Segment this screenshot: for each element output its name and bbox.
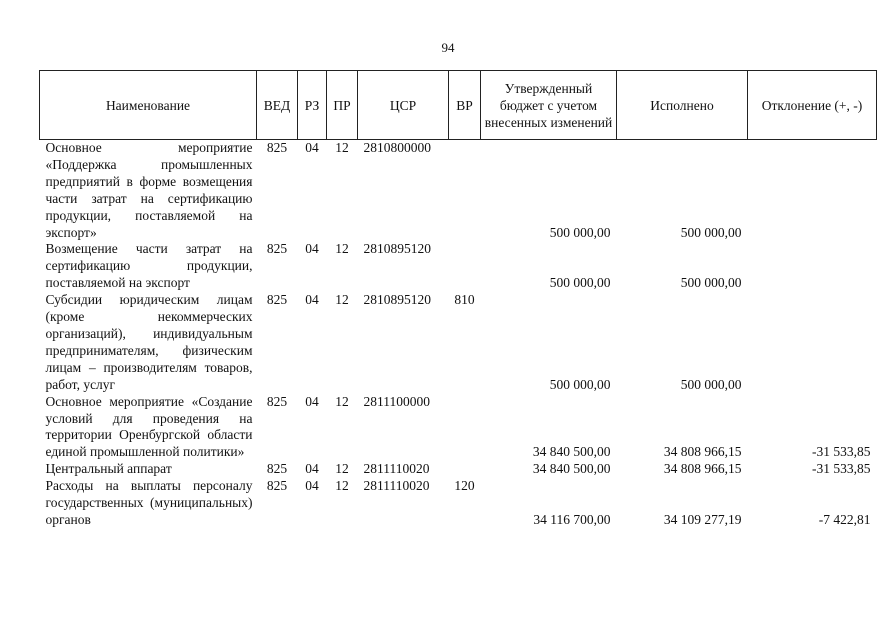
header-executed: Исполнено bbox=[617, 71, 748, 140]
table-row bbox=[40, 241, 877, 292]
header-csr: ЦСР bbox=[358, 71, 449, 140]
table-row bbox=[40, 292, 877, 393]
header-pr: ПР bbox=[327, 71, 358, 140]
row-executed: 500 000,00 bbox=[680, 275, 742, 291]
header-ved: ВЕД bbox=[257, 71, 298, 140]
row-approved: 34 116 700,00 bbox=[533, 511, 611, 527]
row-vr: 810 bbox=[454, 292, 475, 308]
row-deviation: -31 533,85 bbox=[812, 461, 871, 477]
row-pr: 12 bbox=[335, 140, 349, 155]
row-executed: 500 000,00 bbox=[680, 224, 742, 240]
row-executed: 34 808 966,15 bbox=[663, 444, 742, 460]
row-csr: 2810895120 bbox=[363, 241, 431, 257]
table-row bbox=[40, 478, 877, 529]
row-approved: 500 000,00 bbox=[549, 376, 611, 392]
row-vr: 120 bbox=[454, 478, 475, 494]
row-rz: 04 bbox=[305, 461, 319, 477]
row-name: Расходы на выплаты персоналу государственных (муниципальных) органов bbox=[45, 478, 253, 527]
row-deviation bbox=[748, 140, 877, 242]
row-ved: 825 bbox=[266, 241, 288, 257]
row-rz: 04 bbox=[305, 393, 319, 409]
row-approved: 500 000,00 bbox=[549, 224, 611, 240]
row-vr bbox=[449, 461, 481, 478]
row-name: Основное мероприятие «Создание условий для проведения на территории Оренбургской области единой промышленной политики» bbox=[45, 393, 253, 460]
row-rz: 04 bbox=[305, 292, 319, 308]
row-name: Основное мероприятие «Поддержка промышленных предприятий в форме возмещения части затрат на сертификацию продукции, поставляемой на экспорт» bbox=[45, 140, 253, 240]
row-ved: 825 bbox=[266, 393, 288, 409]
row-rz: 04 bbox=[305, 478, 319, 494]
row-csr: 2811100000 bbox=[363, 393, 430, 409]
row-csr: 2810895120 bbox=[363, 292, 431, 308]
row-pr: 12 bbox=[335, 461, 349, 477]
row-approved: 34 840 500,00 bbox=[532, 461, 611, 477]
row-vr bbox=[449, 241, 481, 292]
table-row bbox=[40, 140, 877, 242]
row-rz: 04 bbox=[305, 241, 319, 257]
row-name: Субсидии юридическим лицам (кроме некоммерческих организаций), индивидуальным предпринимателям, физическим лицам – производителям товаров, работ, услуг bbox=[45, 292, 253, 392]
row-ved: 825 bbox=[266, 292, 288, 308]
row-deviation bbox=[748, 241, 877, 292]
page-number: 94 bbox=[441, 40, 455, 55]
row-executed: 34 109 277,19 bbox=[663, 511, 742, 527]
row-executed: 34 808 966,15 bbox=[663, 461, 742, 477]
row-executed: 500 000,00 bbox=[680, 376, 742, 392]
row-deviation bbox=[748, 292, 877, 393]
header-approved: Утвержденный бюджет с учетом внесенных изменений bbox=[481, 71, 617, 140]
header-name: Наименование bbox=[40, 71, 257, 140]
row-rz: 04 bbox=[305, 140, 319, 155]
header-rz: РЗ bbox=[298, 71, 327, 140]
row-name: Центральный аппарат bbox=[45, 461, 172, 477]
budget-execution-table bbox=[39, 70, 877, 529]
row-ved: 825 bbox=[266, 140, 288, 155]
row-ved: 825 bbox=[266, 461, 288, 477]
header-deviation: Отклонение (+, -) bbox=[748, 71, 877, 140]
table-row bbox=[40, 461, 877, 478]
row-deviation: -7 422,81 bbox=[818, 511, 871, 527]
row-deviation: -31 533,85 bbox=[812, 444, 871, 460]
row-csr: 2811110020 bbox=[363, 478, 430, 494]
table-header-row bbox=[40, 71, 877, 140]
row-vr bbox=[449, 394, 481, 462]
row-name: Возмещение части затрат на сертификацию продукции, поставляемой на экспорт bbox=[45, 241, 253, 291]
table-row bbox=[40, 394, 877, 462]
row-approved: 500 000,00 bbox=[549, 275, 611, 291]
row-pr: 12 bbox=[335, 478, 349, 494]
row-vr bbox=[449, 140, 481, 242]
row-csr: 2810800000 bbox=[363, 140, 431, 155]
row-csr: 2811110020 bbox=[363, 461, 430, 477]
row-pr: 12 bbox=[335, 241, 349, 257]
row-pr: 12 bbox=[335, 393, 349, 409]
row-approved: 34 840 500,00 bbox=[532, 444, 611, 460]
row-pr: 12 bbox=[335, 292, 349, 308]
header-vr: ВР bbox=[449, 71, 481, 140]
row-ved: 825 bbox=[266, 478, 288, 494]
